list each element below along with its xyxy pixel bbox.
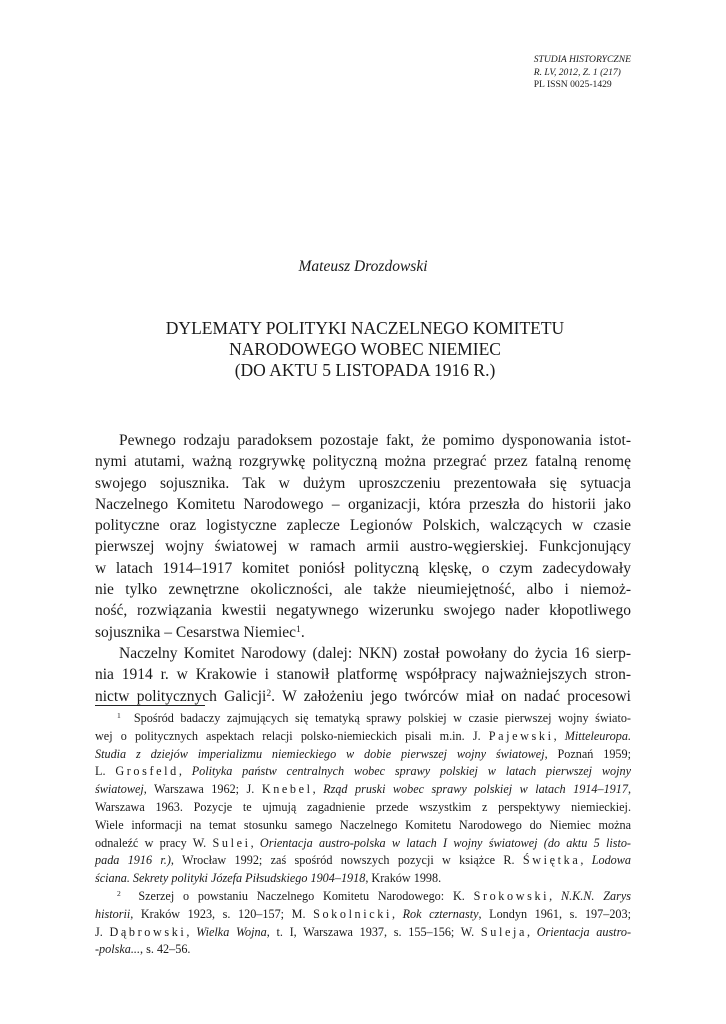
note-line [95, 763, 631, 781]
cited-title: Wielka Wojna [196, 924, 267, 939]
journal-header [534, 54, 631, 92]
body-line: Pewnego rodzaju paradoksem pozostaje fakt, że pomimo dysponowania istot- [119, 432, 631, 449]
cited-title: -polska... [95, 942, 141, 957]
cited-title: Studia z dziejów imperializmu niemieckiego w dobie pierwszej wojny światowej [95, 746, 545, 761]
body-line: w latach 1914–1917 komitet poniósł polityczną klęskę, o czym zadecydowały [95, 559, 631, 577]
footnote-mark: 2 [117, 889, 121, 899]
note-text: , [549, 888, 553, 903]
note-text: wej o politycznych aspektach relacji polsko-niemieckich pisali m.in. J. [95, 728, 481, 743]
cited-title: ściana. Sekrety polityki Józefa Piłsudskiego 1904–1918 [95, 871, 366, 886]
journal-name: STUDIA HISTORYCZNE [533, 54, 631, 65]
note-line [95, 781, 631, 799]
note-text: , [580, 853, 584, 868]
note-text: , Wrocław 1992; zaś spośród nowszych pozycji w książce R. [170, 853, 515, 868]
cited-author: Pajewski [488, 728, 554, 743]
note-text: , [553, 728, 557, 743]
note-line [95, 852, 631, 870]
note-text: L. [95, 764, 106, 779]
cited-author: Srokowski [473, 888, 550, 903]
body-text: sojusznika – Cesarstwa Niemiec [95, 623, 297, 641]
note-text: , [312, 782, 316, 797]
cited-title: Rząd pruski wobec sprawy polskiej w latach 1914–1917 [323, 782, 628, 797]
note-text: , [186, 924, 190, 939]
note-line: Wiele informacji na temat stosunku samego Naczelnego Komitetu Narodowego do Niemiec można [95, 817, 631, 832]
note-text: , Kraków 1923, s. 120–157; M. [130, 906, 306, 921]
footnote-2 [95, 888, 631, 906]
note-text: , Poznań 1959; [544, 746, 631, 761]
body-line: swojego sojusznika. Tak w dużym uproszczeniu prezentowała się sytuacja [95, 474, 631, 492]
cited-author: Świętka [522, 853, 581, 868]
footnotes [95, 710, 631, 959]
body-line: nie tylko zewnętrzne okoliczności, ale także nieumiejętność, albo i niemoż- [95, 581, 631, 599]
note-text: , [627, 782, 632, 797]
note-line [95, 746, 631, 764]
cited-author: Sulei [212, 835, 251, 850]
body-text: . W założeniu jego twórców miał on nadać procesowi [271, 687, 631, 705]
note-line [95, 870, 631, 888]
note-text: , t. I, Warszawa 1937, s. 155–156; W. [266, 924, 475, 939]
body-line: Naczelnego Komitetu Narodowego – organizacji, która przeszła do historii jako [95, 495, 631, 513]
note-line: Warszawa 1963. Pozycje te ujmują zagadnienie przede wszystkim z perspektywy niemieckiej. [95, 799, 631, 814]
note-line [95, 906, 631, 924]
footnote-ref-1[interactable]: 1 [296, 623, 301, 635]
footnote-mark: 1 [117, 711, 121, 721]
body-line: sojusznika – Cesarstwa Niemiec$^1$. [95, 623, 305, 641]
note-line [95, 835, 631, 853]
cited-author: Dąbrowski [109, 924, 187, 939]
note-text: J. [95, 924, 103, 939]
note-text: , [527, 924, 531, 939]
body-line: nymi atutami, ważną rozgrywkę polityczną można przegrać przez fatalną renomę [95, 453, 631, 471]
note-text: , Londyn 1961, s. 197–203; [478, 906, 632, 921]
note-text: Spośród badaczy zajmujących się tematyką sprawy polskiej w czasie pierwszej wojny świato- [133, 711, 631, 725]
cited-title: N.K.N. Zarys [560, 888, 632, 903]
note-text: Szerzej o powstaniu Naczelnego Komitetu Narodowego: K. [138, 888, 465, 903]
note-text: , Warszawa 1962; J. [143, 782, 255, 797]
article-title [100, 318, 630, 381]
article-body [95, 430, 631, 707]
cited-title: Orientacja austro- [536, 924, 632, 939]
body-line: nia 1914 r. w Krakowie i stanowił platformę współpracy najważniejszych stron- [95, 666, 631, 684]
note-text: , s. 42–56. [140, 942, 191, 957]
footnote-divider [95, 705, 205, 706]
cited-author: Grosfeld [115, 764, 179, 779]
journal-volume: R. LV, 2012, Z. 1 (217) [533, 66, 621, 78]
cited-title: Mitteleuropa. [564, 728, 631, 743]
title-line: (DO AKTU 5 LISTOPADA 1916 R.) [234, 360, 496, 380]
footnote-1 [95, 710, 631, 728]
body-text: nictw politycznych Galicji [95, 687, 267, 705]
body-line [95, 686, 631, 707]
body-line: pierwszej wojny światowej w ramach armii austro-węgierskiej. Funkcjonujący [95, 538, 631, 556]
cited-title: światowej [95, 782, 144, 797]
note-text: , [178, 764, 182, 779]
cited-title: pada 1916 r.) [95, 853, 171, 868]
cited-author: Knebel [261, 782, 313, 797]
author-name: Mateusz Drozdowski [298, 258, 428, 275]
note-text: , [250, 835, 254, 850]
journal-issn: PL ISSN 0025-1429 [533, 79, 612, 91]
title-line: NARODOWEGO WOBEC NIEMIEC [229, 339, 501, 359]
footnote-ref-2[interactable]: 2 [266, 687, 272, 699]
body-line: ność, rozwiązania kwestii negatywnego wizerunku swojego nader kłopotliwego [95, 602, 631, 620]
note-text: , Kraków 1998. [365, 871, 442, 886]
cited-title: historii [95, 906, 131, 921]
body-line: polityczne oraz logistyczne zaplecze Legionów Polskich, walczących w czasie [95, 517, 631, 535]
note-text: , [391, 906, 395, 921]
note-line [95, 728, 631, 746]
cited-title: Rok czternasty [402, 906, 479, 921]
note-line [95, 941, 631, 959]
body-line: Naczelny Komitet Narodowy (dalej: NKN) został powołany do życia 16 sierp- [119, 644, 631, 662]
note-line [95, 924, 631, 942]
cited-title: Lodowa [591, 853, 631, 868]
cited-title: Polityka państw centralnych wobec sprawy polskiej w latach pierwszej wojny [191, 764, 632, 779]
note-text: odnaleźć w pracy W. [95, 835, 207, 850]
cited-author: Suleja [480, 924, 527, 939]
cited-author: Sokolnicki [313, 906, 392, 921]
cited-title: Orientacja austro-polska w latach I wojny światowej (do aktu 5 listo- [259, 835, 631, 850]
title-line: DYLEMATY POLITYKI NACZELNEGO KOMITETU [165, 318, 565, 338]
